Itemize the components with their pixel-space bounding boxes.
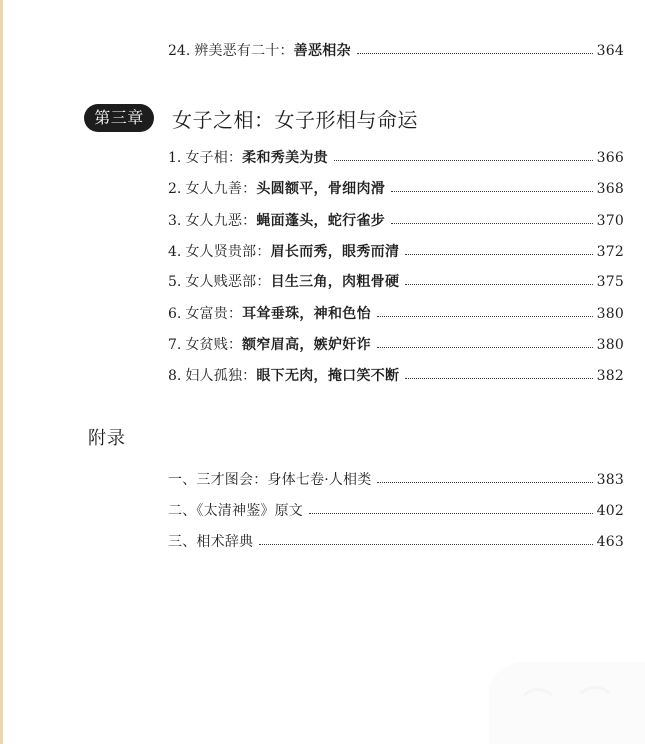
entry-number: 6. (168, 306, 182, 322)
entry-page-number: 380 (596, 337, 624, 353)
entry-label: 女人贱恶部： (185, 274, 271, 290)
entry-page-number: 366 (596, 150, 624, 166)
entry-label: 女人九恶： (185, 213, 257, 229)
entry-detail: 眉长而秀，眼秀而清 (270, 244, 400, 260)
leader-dots (377, 316, 593, 317)
appendix-entry-3 (168, 533, 624, 551)
toc-entry-3 (168, 212, 624, 230)
toc-entry-6 (168, 305, 624, 323)
entry-label: 女富贵： (185, 306, 243, 322)
appendix-label: 二、《太清神鉴》原文 (168, 503, 303, 519)
watermark-mark-icon (509, 678, 627, 734)
entry-number: 24. (168, 43, 191, 59)
decorative-watermark-icon (489, 662, 645, 744)
entry-detail: 额窄眉高，嫉妒奸诈 (242, 337, 371, 353)
toc-entry-8 (168, 367, 624, 385)
entry-label: 辨美恶有二十： (194, 43, 294, 59)
entry-number: 4. (168, 244, 182, 260)
leader-dots (405, 254, 592, 255)
appendix-entry-2 (168, 502, 624, 520)
toc-entry-7 (168, 336, 624, 354)
page-edge (0, 0, 3, 744)
appendix-page-number: 463 (596, 534, 624, 550)
entry-label: 女贫贱： (185, 337, 243, 353)
entry-page-number: 364 (596, 43, 624, 59)
chapter-badge: 第三章 (84, 104, 154, 132)
leader-dots (334, 160, 593, 161)
leader-dots (405, 378, 592, 379)
entry-label: 女人贤贵部： (185, 244, 271, 260)
leader-dots (405, 284, 592, 285)
leader-dots (377, 482, 592, 483)
entry-detail: 头圆额平，骨细肉滑 (256, 181, 386, 197)
entry-page-number: 375 (596, 274, 624, 290)
appendix-label: 一、三才图会：身体七卷·人相类 (168, 472, 372, 488)
entry-detail: 耳耸垂珠，神和色怡 (242, 306, 371, 322)
toc-entry-24 (168, 42, 624, 60)
entry-detail: 善恶相杂 (293, 43, 351, 59)
entry-number: 1. (168, 150, 182, 166)
entry-page-number: 368 (596, 181, 624, 197)
entry-page-number: 382 (596, 368, 624, 384)
leader-dots (377, 347, 593, 348)
entry-page-number: 372 (596, 244, 624, 260)
toc-entry-5 (168, 273, 624, 291)
entry-label: 女人九善： (185, 181, 257, 197)
entry-detail: 柔和秀美为贵 (242, 150, 328, 166)
leader-dots (309, 513, 593, 514)
chapter-title: 女子之相：女子形相与命运 (172, 107, 418, 132)
toc-entry-1 (168, 149, 624, 167)
entry-detail: 蝇面蓬头，蛇行雀步 (256, 213, 386, 229)
entry-page-number: 380 (596, 306, 624, 322)
entry-detail: 眼下无肉，掩口笑不断 (256, 368, 400, 384)
leader-dots (259, 544, 592, 545)
toc-entry-4 (168, 243, 624, 261)
entry-number: 2. (168, 181, 182, 197)
entry-number: 3. (168, 213, 182, 229)
entry-detail: 目生三角，肉粗骨硬 (270, 274, 400, 290)
appendix-page-number: 383 (596, 472, 624, 488)
entry-page-number: 370 (596, 213, 624, 229)
entry-number: 5. (168, 274, 182, 290)
entry-number: 7. (168, 337, 182, 353)
appendix-label: 三、相术辞典 (168, 534, 254, 550)
leader-dots (357, 53, 593, 54)
toc-entry-2 (168, 180, 624, 198)
appendix-title: 附录 (88, 428, 126, 449)
chapter-heading (84, 104, 418, 132)
entry-label: 妇人孤独： (185, 368, 257, 384)
leader-dots (391, 191, 593, 192)
appendix-page-number: 402 (596, 503, 624, 519)
entry-number: 8. (168, 368, 182, 384)
entry-label: 女子相： (185, 150, 243, 166)
appendix-entry-1 (168, 471, 624, 489)
leader-dots (391, 223, 593, 224)
